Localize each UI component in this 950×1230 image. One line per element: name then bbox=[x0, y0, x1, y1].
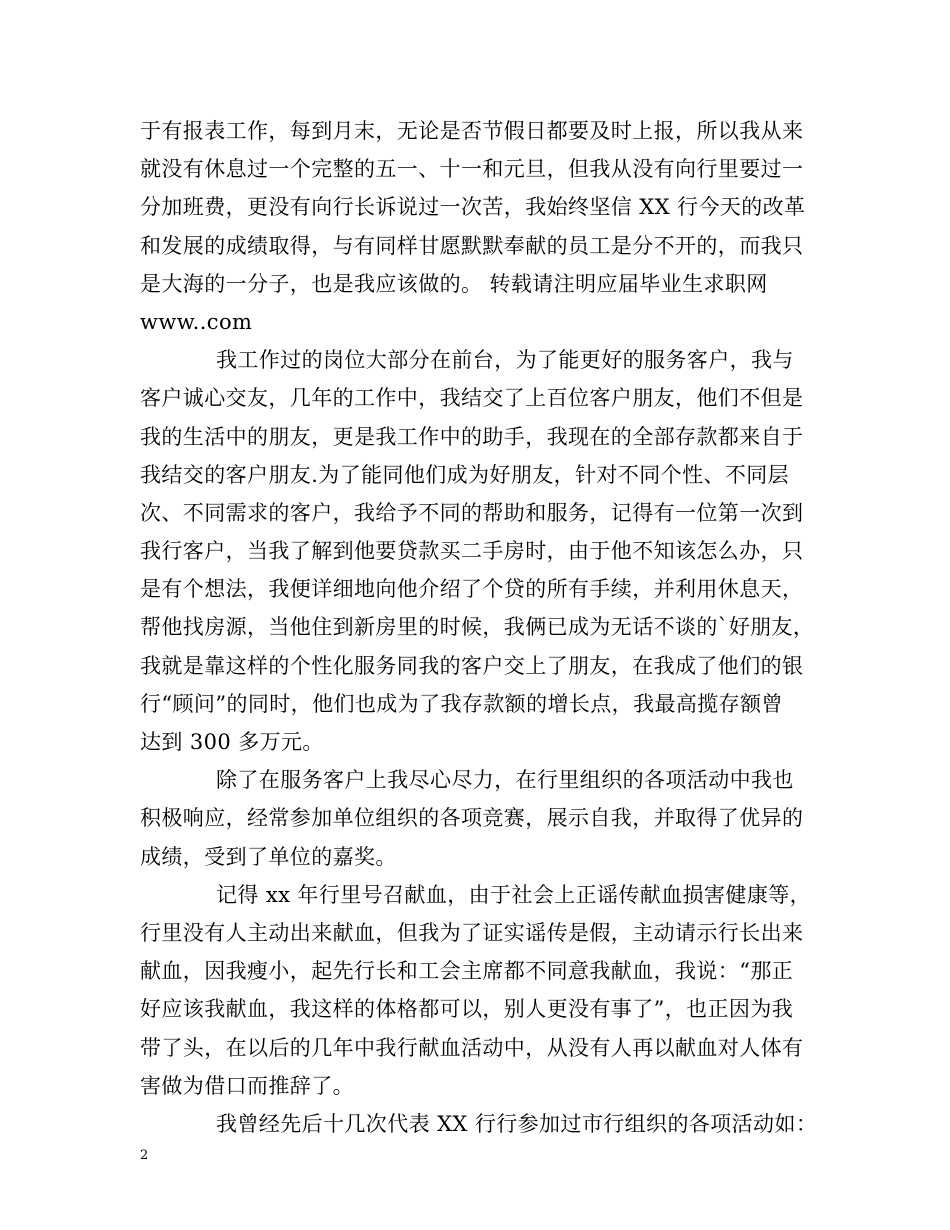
text-line: 达到 300 多万元。 bbox=[140, 730, 324, 754]
text-line: 就没有休息过一个完整的五一、十一和元旦，但我从没有向行里要过一 bbox=[140, 157, 804, 182]
document-body bbox=[140, 112, 820, 1143]
text-line: 好应该我献血，我这样的体格都可以，别人更没有事了”，也正因为我 bbox=[140, 997, 794, 1022]
text-line: 行“顾问”的同时，他们也成为了我存款额的增长点，我最高揽存额曾 bbox=[140, 691, 783, 716]
paragraph-start-line: 我工作过的岗位大部分在前台，为了能更好的服务客户，我与 bbox=[216, 348, 794, 373]
text-line: 我结交的客户朋友.为了能同他们成为好朋友，针对不同个性、不同层 bbox=[140, 462, 790, 487]
text-line: 献血，因我瘦小，起先行长和工会主席都不同意我献血，我说：“那正 bbox=[140, 959, 794, 984]
page-number: 2 bbox=[140, 1148, 149, 1163]
text-line: 积极响应，经常参加单位组织的各项竞赛，展示自我，并取得了优异的 bbox=[140, 806, 804, 831]
text-line: 带了头，在以后的几年中我行献血活动中，从没有人再以献血对人体有 bbox=[140, 1035, 804, 1060]
text-line: 次、不同需求的客户，我给予不同的帮助和服务，记得有一位第一次到 bbox=[140, 500, 804, 525]
text-line: 行里没有人主动出来献血，但我为了证实谣传是假，主动请示行长出来 bbox=[140, 920, 804, 945]
paragraph-start-line: 记得 xx 年行里号召献血，由于社会上正谣传献血损害健康等， bbox=[216, 882, 812, 907]
text-line: 和发展的成绩取得，与有同样甘愿默默奉献的员工是分不开的，而我只 bbox=[140, 233, 804, 258]
text-line: 我就是靠这样的个性化服务同我的客户交上了朋友，在我成了他们的银 bbox=[140, 653, 804, 678]
text-line: 帮他找房源，当他住到新房里的时候，我俩已成为无话不谈的`好朋友， bbox=[140, 615, 815, 640]
text-line: 是大海的一分子，也是我应该做的。 转载请注明应届毕业生求职网 bbox=[140, 271, 768, 296]
paragraph-start-line: 我曾经先后十几次代表 XX 行行参加过市行组织的各项活动如： bbox=[216, 1111, 818, 1136]
text-line: 害做为借口而推辞了。 bbox=[140, 1073, 354, 1098]
text-line: 我行客户，当我了解到他要贷款买二手房时，由于他不知该怎么办，只 bbox=[140, 539, 804, 564]
text-line: 我的生活中的朋友，更是我工作中的助手，我现在的全部存款都来自于 bbox=[140, 424, 804, 449]
text-line: 客户诚心交友，几年的工作中，我结交了上百位客户朋友，他们不但是 bbox=[140, 386, 804, 411]
text-line: 成绩，受到了单位的嘉奖。 bbox=[140, 844, 397, 869]
paragraph-start-line: 除了在服务客户上我尽心尽力，在行里组织的各项活动中我也 bbox=[216, 768, 794, 793]
text-line: 分加班费，更没有向行长诉说过一次苦，我始终坚信 XX 行今天的改革 bbox=[140, 195, 806, 220]
text-line: www..com bbox=[140, 309, 253, 334]
text-line: 于有报表工作，每到月末，无论是否节假日都要及时上报，所以我从来 bbox=[140, 119, 804, 143]
text-line: 是有个想法，我便详细地向他介绍了个贷的所有手续，并利用休息天， bbox=[140, 577, 804, 602]
